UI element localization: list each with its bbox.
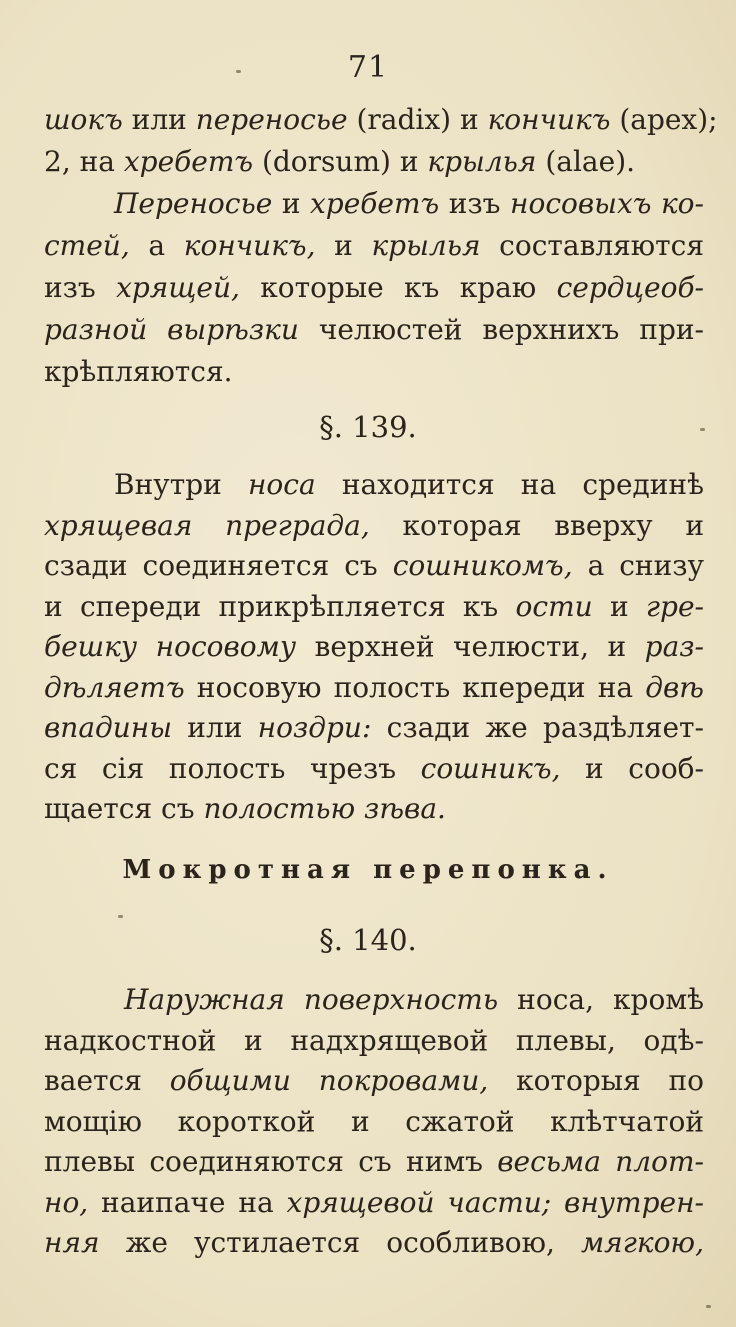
text-run: (apex); <box>610 103 718 136</box>
italic-term: полостью зѣва. <box>203 792 446 825</box>
italic-term: хребетъ <box>310 187 440 220</box>
italic-term: бешку носовому <box>44 630 297 663</box>
italic-term: шокъ <box>44 103 123 136</box>
text-run: же устилается особливою, <box>99 1226 581 1259</box>
italic-term: хрящевой части; внутрен- <box>286 1185 704 1219</box>
italic-term: носовыхъ ко- <box>510 187 704 220</box>
italic-term: стей, <box>44 229 130 262</box>
text-run: а снизу <box>572 549 704 582</box>
italic-term: общими покровами, <box>169 1064 489 1097</box>
italic-term: няя <box>44 1226 100 1259</box>
italic-term: крылья <box>427 145 537 178</box>
italic-term: хребетъ <box>123 145 254 178</box>
italic-term: сердцеоб- <box>556 271 704 304</box>
italic-term: но, <box>44 1185 89 1219</box>
italic-term: Наружная поверхность <box>124 983 499 1016</box>
text-run: и <box>315 229 372 262</box>
italic-term: Переносье <box>114 187 273 220</box>
text-run: верхней челюсти, и <box>296 630 645 663</box>
text-line <box>44 1102 704 1142</box>
text-run: которые къ краю <box>239 271 557 304</box>
text-line <box>44 226 704 266</box>
text-run: сзади же раздѣляет- <box>371 711 704 744</box>
text-line <box>44 546 704 586</box>
text-line <box>44 1142 704 1182</box>
text-run: или <box>122 103 196 136</box>
text-run: вается <box>44 1064 170 1097</box>
text-line <box>44 506 704 546</box>
text-run: (radix) и <box>347 103 488 136</box>
paper-speck <box>236 70 241 73</box>
text-line <box>44 668 704 708</box>
text-run: плевы соединяются съ нимъ <box>44 1145 498 1178</box>
text-run: носовую полость кпереди на <box>184 670 646 704</box>
text-run: а <box>129 229 184 262</box>
paper-speck <box>706 1305 711 1308</box>
text-run: изъ <box>439 187 511 220</box>
text-line <box>44 587 704 627</box>
text-line <box>44 100 718 140</box>
text-run: и сооб- <box>560 751 705 785</box>
section-number-139: §. 139. <box>319 410 417 444</box>
italic-term: сошникъ, <box>420 751 561 785</box>
text-line <box>44 1223 704 1263</box>
paper-speck <box>118 915 123 918</box>
text-run: крѣпляются. <box>44 355 233 388</box>
section-number-140: §. 140. <box>319 923 417 957</box>
italic-term: гре- <box>645 589 705 623</box>
text-line <box>44 708 704 748</box>
italic-term: носа <box>247 468 316 501</box>
text-line <box>124 980 704 1020</box>
text-line <box>114 465 704 505</box>
italic-term: ости <box>515 589 593 623</box>
italic-term: хрящей, <box>116 271 240 304</box>
text-line <box>44 352 704 392</box>
italic-term: кончикъ, <box>183 229 316 262</box>
italic-term: впадины <box>44 711 173 744</box>
text-run: 2, на <box>44 145 124 178</box>
text-run: (alae). <box>536 145 636 178</box>
italic-term: разной вырѣзки <box>44 313 299 346</box>
heading-mucous-membrane: Мокротная перепонка. <box>122 855 614 885</box>
text-run: которыя по <box>488 1064 705 1097</box>
text-run: и спереди прикрѣпляется къ <box>44 589 516 623</box>
text-run: или <box>172 711 258 744</box>
text-run: носа, кромѣ <box>498 983 704 1016</box>
italic-term: ноздри: <box>257 711 372 744</box>
text-line <box>44 1061 704 1101</box>
text-run: находится на срединѣ <box>315 468 704 501</box>
text-line <box>44 789 704 829</box>
italic-term: крылья <box>371 229 481 262</box>
text-line <box>44 310 704 350</box>
italic-term: мягкою, <box>580 1226 704 1259</box>
text-run: и <box>592 589 646 623</box>
text-run: ся сія полость чрезъ <box>44 751 421 785</box>
text-line <box>44 627 704 667</box>
italic-term: кончикъ <box>487 103 611 136</box>
italic-term: сошникомъ, <box>392 549 573 582</box>
text-run: щается съ <box>44 792 204 825</box>
italic-term: дѣляетъ <box>44 670 185 704</box>
text-run: и <box>272 187 311 220</box>
text-run: которая вверху и <box>369 508 704 542</box>
text-line <box>44 1183 704 1223</box>
text-run: составляются <box>480 229 704 262</box>
text-line <box>44 142 704 182</box>
text-line <box>114 184 704 224</box>
italic-term: раз- <box>644 630 705 663</box>
text-line <box>44 1021 704 1061</box>
paper-speck <box>700 428 705 431</box>
text-run: надкостной и надхрящевой плевы, одѣ- <box>44 1023 704 1057</box>
page-number: 71 <box>347 50 389 85</box>
text-line <box>44 749 704 789</box>
italic-term: переносье <box>195 103 348 136</box>
italic-term: двѣ <box>645 670 704 704</box>
text-run: мощію короткой и сжатой клѣтчатой <box>44 1104 704 1138</box>
italic-term: хрящевая преграда, <box>44 508 370 542</box>
text-run: изъ <box>44 271 117 304</box>
text-run: (dorsum) и <box>253 145 428 178</box>
text-run: челюстей верхнихъ при- <box>298 313 704 346</box>
text-run: наипаче на <box>88 1185 287 1219</box>
text-line <box>44 268 704 308</box>
italic-term: весьма плот- <box>497 1145 704 1178</box>
text-run: Внутри <box>114 468 248 501</box>
text-run: сзади соединяется съ <box>44 549 393 582</box>
